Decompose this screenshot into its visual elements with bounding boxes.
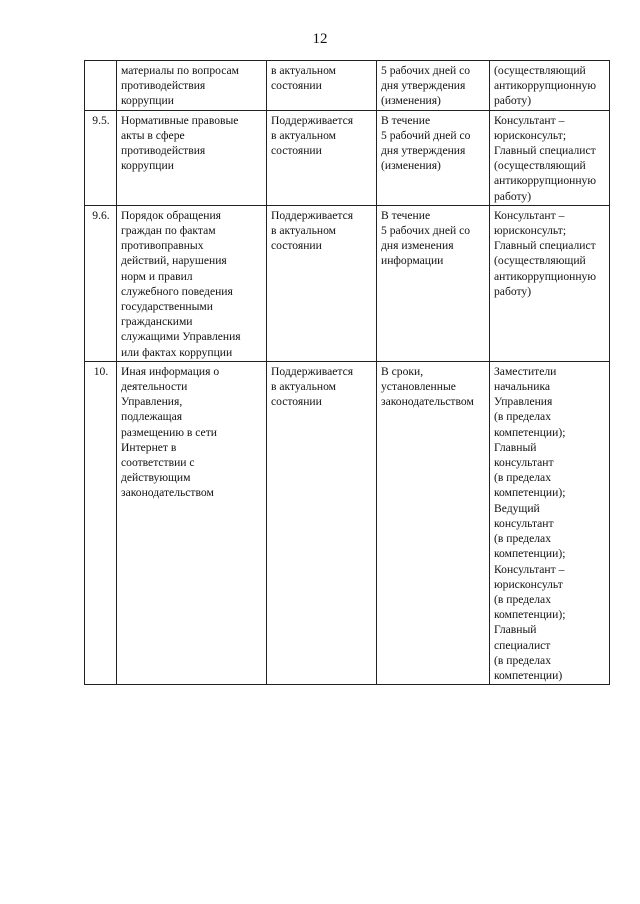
- cell-status: [267, 110, 377, 205]
- cell-responsible: [490, 361, 610, 684]
- cell-text-line: гражданскими: [121, 315, 193, 329]
- cell-text-line: состоянии: [271, 239, 322, 253]
- table-body: [85, 61, 610, 685]
- cell-name: [117, 205, 267, 361]
- cell-text-line: дня изменения: [381, 239, 454, 253]
- cell-text-line: служащими Управления: [121, 330, 241, 344]
- cell-text-line: государственными: [121, 300, 213, 314]
- cell-text-line: 5 рабочий дней со: [381, 128, 471, 142]
- cell-term: [377, 61, 490, 111]
- cell-text-line: размещению в сети: [121, 425, 217, 439]
- cell-text-line: Консультант –: [494, 208, 565, 222]
- cell-text-line: состоянии: [271, 79, 322, 93]
- cell-number: 9.6.: [85, 205, 117, 361]
- cell-number: 10.: [85, 361, 117, 684]
- cell-number: [85, 61, 117, 111]
- cell-text-line: Поддерживается: [271, 364, 354, 378]
- cell-text-line: консультант: [494, 516, 554, 530]
- cell-text-line: консультант: [494, 456, 554, 470]
- cell-text-line: Управления: [494, 395, 553, 409]
- cell-text-line: (в пределах: [494, 653, 552, 667]
- cell-text-line: Главный: [494, 440, 537, 454]
- cell-text-line: противоправных: [121, 239, 204, 253]
- cell-text-line: юрисконсульт: [494, 577, 563, 591]
- cell-name: [117, 361, 267, 684]
- cell-text-line: Главный специалист: [494, 144, 596, 158]
- cell-text-line: Нормативные правовые: [121, 113, 239, 127]
- cell-text-line: коррупции: [121, 94, 174, 108]
- cell-text-line: компетенции);: [494, 547, 566, 561]
- cell-responsible: [490, 61, 610, 111]
- cell-text-line: Ведущий: [494, 501, 540, 515]
- cell-text-line: работу): [494, 94, 532, 108]
- cell-text-line: Заместители: [494, 364, 557, 378]
- cell-term: [377, 110, 490, 205]
- cell-term: [377, 361, 490, 684]
- cell-text-line: антикоррупционную: [494, 79, 596, 93]
- cell-text-line: 5 рабочих дней со: [381, 224, 471, 238]
- cell-text-line: компетенции);: [494, 486, 566, 500]
- cell-text-line: законодательством: [121, 486, 214, 500]
- table-row: [85, 110, 610, 205]
- cell-text-line: в актуальном: [271, 128, 336, 142]
- cell-status: [267, 205, 377, 361]
- cell-responsible: [490, 110, 610, 205]
- cell-responsible: [490, 205, 610, 361]
- cell-text-line: компетенции): [494, 668, 563, 682]
- cell-text-line: информации: [381, 254, 444, 268]
- cell-text-line: (осуществляющий: [494, 64, 586, 77]
- cell-text-line: или фактах коррупции: [121, 345, 233, 359]
- cell-text-line: В течение: [381, 208, 431, 222]
- cell-term: [377, 205, 490, 361]
- cell-text-line: акты в сфере: [121, 128, 185, 142]
- cell-text-line: (изменения): [381, 159, 441, 173]
- cell-text-line: работу): [494, 189, 532, 203]
- cell-text-line: установленные: [381, 380, 456, 394]
- cell-text-line: действий, нарушения: [121, 254, 227, 268]
- cell-text-line: Поддерживается: [271, 208, 354, 222]
- cell-text-line: противодействия: [121, 144, 206, 158]
- page-number: 12: [312, 31, 328, 47]
- cell-text-line: Главный: [494, 623, 537, 637]
- cell-text-line: Главный специалист: [494, 239, 596, 253]
- cell-text-line: (в пределах: [494, 471, 552, 485]
- cell-text-line: Управления,: [121, 395, 183, 409]
- cell-text-line: специалист: [494, 638, 551, 652]
- cell-text-line: компетенции);: [494, 608, 566, 622]
- cell-text-line: служебного поведения: [121, 284, 233, 298]
- cell-text-line: работу): [494, 284, 532, 298]
- table-row: [85, 61, 610, 111]
- cell-text-line: состоянии: [271, 395, 322, 409]
- cell-text-line: антикоррупционную: [494, 269, 596, 283]
- cell-text-line: Порядок обращения: [121, 208, 221, 222]
- cell-text-line: законодательством: [381, 395, 474, 409]
- cell-text-line: 5 рабочих дней со: [381, 64, 471, 77]
- cell-text-line: (в пределах: [494, 410, 552, 424]
- cell-text-line: норм и правил: [121, 269, 193, 283]
- cell-text-line: (в пределах: [494, 592, 552, 606]
- cell-text-line: В течение: [381, 113, 431, 127]
- cell-text-line: юрисконсульт;: [494, 224, 567, 238]
- cell-text-line: В сроки,: [381, 364, 424, 378]
- cell-text-line: действующим: [121, 471, 191, 485]
- table-row: [85, 361, 610, 684]
- cell-text-line: дня утверждения: [381, 144, 466, 158]
- cell-text-line: антикоррупционную: [494, 174, 596, 188]
- cell-status: [267, 361, 377, 684]
- cell-text-line: деятельности: [121, 380, 188, 394]
- cell-text-line: (в пределах: [494, 532, 552, 546]
- cell-text-line: (изменения): [381, 94, 441, 108]
- cell-text-line: подлежащая: [121, 410, 183, 424]
- cell-status: [267, 61, 377, 111]
- cell-text-line: (осуществляющий: [494, 254, 586, 268]
- cell-text-line: соответствии с: [121, 456, 195, 470]
- cell-text-line: коррупции: [121, 159, 174, 173]
- cell-text-line: Интернет в: [121, 440, 177, 454]
- cell-text-line: в актуальном: [271, 380, 336, 394]
- cell-text-line: Поддерживается: [271, 113, 354, 127]
- cell-text-line: состоянии: [271, 144, 322, 158]
- cell-text-line: в актуальном: [271, 224, 336, 238]
- cell-text-line: в актуальном: [271, 64, 336, 77]
- cell-text-line: Консультант –: [494, 113, 565, 127]
- information-table: [84, 60, 610, 685]
- cell-text-line: юрисконсульт;: [494, 128, 567, 142]
- cell-name: [117, 110, 267, 205]
- table-row: [85, 205, 610, 361]
- cell-text-line: Иная информация о: [121, 364, 220, 378]
- cell-text-line: противодействия: [121, 79, 206, 93]
- cell-text-line: дня утверждения: [381, 79, 466, 93]
- cell-text-line: Консультант –: [494, 562, 565, 576]
- cell-text-line: материалы по вопросам: [121, 64, 239, 77]
- cell-name: [117, 61, 267, 111]
- cell-number: 9.5.: [85, 110, 117, 205]
- cell-text-line: начальника: [494, 380, 551, 394]
- cell-text-line: компетенции);: [494, 425, 566, 439]
- cell-text-line: граждан по фактам: [121, 224, 216, 238]
- cell-text-line: (осуществляющий: [494, 159, 586, 173]
